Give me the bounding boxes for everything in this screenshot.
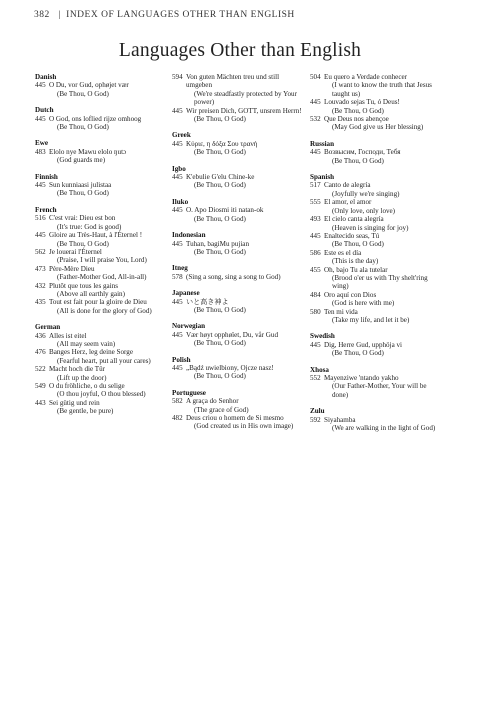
hymn-first-line: „Bądź uwielbiony, Ojcze nasz! — [186, 363, 274, 372]
hymn-first-line: Возвысим, Господи, Тебя — [324, 148, 401, 157]
language-group — [35, 206, 167, 315]
hymn-first-line: Mayenziwe 'ntando yakho — [324, 374, 399, 382]
hymn-translation: (Joyfully we're singing) — [332, 189, 400, 198]
language-group — [172, 73, 304, 123]
hymn-entry — [172, 206, 304, 223]
hymn-entry — [35, 282, 167, 299]
hymn-first-line: Sei gütig und rein — [49, 398, 100, 407]
hymn-translation: (Take my life, and let it be) — [332, 315, 410, 324]
hymn-translation: (Be Thou, O God) — [194, 305, 246, 314]
hymn-first-line: Elolo nye Mawu elolo ŋutɔ — [49, 147, 127, 156]
hymn-entry — [35, 365, 167, 382]
hymn-entry — [310, 73, 444, 98]
hymn-entry — [310, 416, 444, 433]
hymn-entry — [172, 331, 304, 348]
hymn-entry — [172, 273, 304, 281]
hymn-first-line: Siyahamba — [324, 415, 356, 424]
index-column-3 — [310, 73, 444, 440]
hymn-number: 484 — [310, 290, 321, 299]
hymn-entry — [310, 249, 444, 266]
language-name: Xhosa — [310, 365, 329, 374]
hymn-entry — [35, 399, 167, 416]
hymn-translation: (May God give us Her blessing) — [332, 123, 424, 132]
hymn-first-line: O. Apo Diosmi iti natan-ok — [186, 206, 264, 215]
language-group — [310, 173, 444, 324]
hymn-first-line: Oro aquí con Dios — [324, 290, 377, 299]
language-group — [172, 389, 304, 431]
hymn-first-line: Wir preisen Dich, GOTT, unsrem Herrn! — [186, 106, 302, 115]
hymn-number: 483 — [35, 147, 46, 156]
page-number: 382 — [34, 10, 50, 20]
hymn-entry — [172, 414, 304, 431]
language-group — [310, 407, 444, 432]
language-name: Russian — [310, 139, 335, 148]
hymn-number: 445 — [172, 206, 183, 215]
language-name: Polish — [172, 355, 191, 364]
hymn-first-line: Dig, Herre Gud, upphöja vi — [324, 340, 403, 349]
hymn-entry — [35, 115, 167, 132]
hymn-number: 445 — [172, 173, 183, 182]
hymn-number: 432 — [35, 281, 46, 290]
hymn-number: 436 — [35, 331, 46, 340]
hymn-entry — [310, 291, 444, 308]
hymn-number: 445 — [310, 148, 321, 157]
hymn-entry — [35, 181, 167, 198]
hymn-entry — [172, 73, 304, 107]
hymn-number: 516 — [35, 214, 46, 223]
hymn-translation: (It's true: God is good) — [57, 222, 122, 231]
hymn-first-line: O Du, vor Gud, ophøjet vær — [49, 81, 129, 90]
language-name: Ewe — [35, 139, 49, 148]
language-name: Portuguese — [172, 388, 206, 397]
hymn-entry — [172, 107, 304, 124]
hymn-entry — [35, 265, 167, 282]
hymn-first-line: Von guten Mächten treu und still umgeben — [186, 73, 280, 90]
hymn-translation: (Be Thou, O God) — [332, 349, 384, 358]
hymn-translation: (Lift up the door) — [57, 373, 107, 382]
hymn-translation: (Be Thou, O God) — [194, 148, 246, 157]
hymn-translation: (Our Father-Mother, Your will be done) — [332, 382, 427, 399]
language-name: Igbo — [172, 164, 186, 173]
index-column-1 — [35, 73, 167, 424]
language-name: Japanese — [172, 289, 200, 298]
language-group — [310, 332, 444, 357]
hymn-translation: (Be Thou, O God) — [194, 372, 246, 381]
hymn-first-line: Κύριε, η δόξα Σου τρανή — [186, 139, 258, 148]
hymn-number: 435 — [35, 298, 46, 307]
hymn-number: 455 — [310, 265, 321, 274]
running-head — [34, 10, 295, 20]
hymn-entry — [310, 266, 444, 291]
hymn-number: 594 — [172, 73, 183, 81]
hymn-entry — [310, 341, 444, 358]
hymn-translation: (All may seem vain) — [57, 339, 116, 348]
hymn-first-line: Enaltecido seas, Tú — [324, 231, 380, 240]
language-group — [172, 131, 304, 156]
language-name: Iluko — [172, 197, 189, 206]
hymn-number: 445 — [310, 98, 321, 107]
hymn-number: 445 — [172, 239, 183, 248]
hymn-entry — [35, 248, 167, 265]
hymn-first-line: Este es el día — [324, 248, 362, 257]
hymn-translation: (Be Thou, O God) — [194, 247, 246, 256]
hymn-entry — [172, 364, 304, 381]
hymn-first-line: Ten mi vida — [324, 307, 358, 316]
hymn-first-line: Eu quero a Verdade conhecer — [324, 73, 407, 81]
hymn-first-line: Gloire au Très-Haut, à l'Éternel ! — [49, 231, 143, 240]
hymn-translation: (Be Thou, O God) — [332, 106, 384, 115]
hymn-translation: (O thou joyful, O thou blessed) — [57, 390, 146, 399]
hymn-entry — [172, 173, 304, 190]
language-name: Norwegian — [172, 322, 206, 331]
hymn-translation: (Fearful heart, put all your cares) — [57, 356, 151, 365]
hymn-number: 445 — [172, 297, 183, 306]
hymn-translation: (Father-Mother God, All-in-all) — [57, 273, 147, 282]
hymn-number: 549 — [35, 382, 46, 390]
hymn-translation: (God guards me) — [57, 156, 106, 165]
header-separator: | — [58, 10, 62, 20]
language-name: Dutch — [35, 106, 54, 115]
hymn-number: 473 — [35, 264, 46, 273]
hymn-translation: (Be Thou, O God) — [332, 156, 384, 165]
hymn-number: 493 — [310, 215, 321, 224]
hymn-number: 482 — [172, 414, 183, 422]
hymn-translation: (The grace of God) — [194, 405, 249, 414]
language-group — [172, 264, 304, 281]
hymn-entry — [35, 382, 167, 399]
hymn-first-line: Que Deus nos abençoe — [324, 115, 389, 124]
hymn-entry — [310, 115, 444, 132]
language-name: Finnish — [35, 172, 58, 181]
hymn-entry — [310, 215, 444, 232]
hymn-first-line: A graça do Senhor — [186, 397, 239, 406]
hymn-translation: (God is here with me) — [332, 299, 395, 308]
hymn-number: 592 — [310, 415, 321, 424]
hymn-translation: (Be Thou, O God) — [194, 214, 246, 223]
hymn-translation: (Be Thou, O God) — [57, 123, 109, 132]
language-name: German — [35, 323, 61, 332]
hymn-number: 552 — [310, 374, 321, 382]
hymn-translation: (Praise, I will praise You, Lord) — [57, 256, 147, 265]
hymn-translation: (Be Thou, O God) — [57, 89, 109, 98]
hymn-first-line: Vær høyt opphøïet, Du, vår Gud — [186, 330, 279, 339]
hymn-number: 445 — [35, 114, 46, 123]
hymn-entry — [172, 397, 304, 414]
hymn-first-line: Banges Herz, leg deine Sorge — [49, 348, 133, 357]
hymn-number: 582 — [172, 397, 183, 406]
hymn-first-line: Macht hoch die Tür — [49, 365, 106, 374]
hymn-entry — [35, 348, 167, 365]
hymn-first-line: El amor, el amor — [324, 198, 372, 207]
hymn-translation: (Only love, only love) — [332, 206, 396, 215]
hymn-entry — [310, 98, 444, 115]
hymn-first-line: O God, ons loflied rijze omhoog — [49, 114, 142, 123]
hymn-first-line: Canto de alegría — [324, 181, 371, 190]
running-title: INDEX OF LANGUAGES OTHER THAN ENGLISH — [66, 10, 295, 20]
hymn-first-line: Louvado sejas Tu, ó Deus! — [324, 98, 400, 107]
hymn-first-line: Je louerai l'Éternel — [49, 247, 102, 256]
hymn-translation: (Above all earthly gain) — [57, 289, 125, 298]
language-group — [172, 165, 304, 190]
language-name: Greek — [172, 131, 191, 140]
hymn-entry — [35, 298, 167, 315]
language-group — [35, 173, 167, 198]
hymn-number: 532 — [310, 115, 321, 124]
hymn-number: 562 — [35, 247, 46, 256]
language-group — [310, 73, 444, 132]
hymn-entry — [310, 232, 444, 249]
hymn-number: 443 — [35, 398, 46, 407]
language-name: Zulu — [310, 407, 325, 416]
hymn-entry — [35, 231, 167, 248]
hymn-translation: (Be gentle, be pure) — [57, 407, 114, 416]
hymn-first-line: O du fröhliche, o du selige — [49, 382, 125, 390]
hymn-entry — [35, 214, 167, 231]
language-group — [310, 366, 444, 400]
hymn-number: 476 — [35, 348, 46, 357]
hymn-number: 578 — [172, 272, 183, 281]
hymn-first-line: (Sing a song, sing a song to God) — [186, 272, 281, 281]
language-name: Swedish — [310, 332, 335, 341]
hymn-first-line: いと高き神よ — [186, 297, 229, 306]
hymn-entry — [310, 374, 444, 399]
hymn-translation: (This is the day) — [332, 257, 379, 266]
hymn-number: 445 — [172, 139, 183, 148]
hymn-translation: (Heaven is singing for joy) — [332, 223, 409, 232]
language-group — [35, 106, 167, 131]
hymn-translation: (Be Thou, O God) — [57, 239, 109, 248]
hymn-entry — [310, 148, 444, 165]
language-group — [172, 198, 304, 223]
hymn-entry — [35, 332, 167, 349]
hymn-first-line: Alles ist eitel — [49, 331, 87, 340]
hymn-number: 445 — [310, 340, 321, 349]
hymn-number: 555 — [310, 198, 321, 207]
hymn-first-line: El cielo canta alegría — [324, 215, 384, 224]
hymn-number: 445 — [35, 181, 46, 190]
hymn-translation: (Be Thou, O God) — [57, 189, 109, 198]
hymn-entry — [35, 148, 167, 165]
hymn-number: 522 — [35, 365, 46, 374]
hymn-first-line: Tout est fait pour la gloire de Dieu — [49, 298, 147, 307]
hymn-translation: (God created us in His own image) — [194, 422, 294, 431]
hymn-translation: (Be Thou, O God) — [332, 240, 384, 249]
hymn-translation: (I want to know the truth that Jesus taught us) — [332, 81, 432, 98]
hymn-number: 517 — [310, 181, 321, 190]
hymn-first-line: Sun kunniaasi julistaa — [49, 181, 112, 190]
hymn-translation: (All is done for the glory of God) — [57, 306, 152, 315]
hymn-entry — [172, 140, 304, 157]
hymn-first-line: Deus criou o homem de Si mesmo — [186, 414, 284, 422]
hymn-translation: (Be Thou, O God) — [194, 181, 246, 190]
language-name: French — [35, 205, 57, 214]
hymn-number: 445 — [172, 106, 183, 115]
hymn-first-line: Plutôt que tous les gains — [49, 281, 118, 290]
hymn-first-line: K'ebulie G'elu Chine-ke — [186, 173, 255, 182]
language-group — [35, 139, 167, 164]
language-name: Indonesian — [172, 231, 206, 240]
hymn-number: 445 — [310, 231, 321, 240]
hymn-entry — [310, 198, 444, 215]
page-title: Languages Other than English — [118, 40, 362, 61]
language-name: Itneg — [172, 264, 188, 273]
hymn-entry — [172, 240, 304, 257]
language-group — [35, 323, 167, 415]
language-group — [172, 322, 304, 347]
hymn-number: 586 — [310, 248, 321, 257]
hymn-translation: (We are walking in the light of God) — [332, 424, 436, 433]
hymn-translation: (Be Thou, O God) — [194, 115, 246, 124]
hymn-first-line: Père-Mère Dieu — [49, 264, 95, 273]
language-group — [310, 140, 444, 165]
hymn-translation: (Be Thou, O God) — [194, 339, 246, 348]
language-name: Danish — [35, 73, 57, 81]
language-group — [172, 231, 304, 256]
language-group — [172, 289, 304, 314]
language-group — [35, 73, 167, 98]
index-column-2 — [172, 73, 304, 439]
hymn-entry — [310, 308, 444, 325]
hymn-first-line: Oh, bajo Tu ala tutelar — [324, 265, 388, 274]
hymn-number: 445 — [172, 363, 183, 372]
hymn-number: 504 — [310, 73, 321, 81]
hymn-number: 445 — [172, 330, 183, 339]
hymn-translation: (We're steadfastly protected by Your power) — [194, 89, 297, 107]
hymn-number: 445 — [35, 231, 46, 240]
hymn-first-line: C'est vrai: Dieu est bon — [49, 214, 116, 223]
language-name: Spanish — [310, 173, 335, 182]
hymn-entry — [310, 181, 444, 198]
language-group — [172, 356, 304, 381]
hymn-entry — [172, 298, 304, 315]
hymn-first-line: Tuhan, bagiMu pujian — [186, 239, 249, 248]
hymn-number: 445 — [35, 81, 46, 90]
hymn-translation: (Brood o'er us with Thy shelt'ring wing) — [332, 273, 428, 291]
hymn-entry — [35, 81, 167, 98]
hymn-number: 580 — [310, 307, 321, 316]
